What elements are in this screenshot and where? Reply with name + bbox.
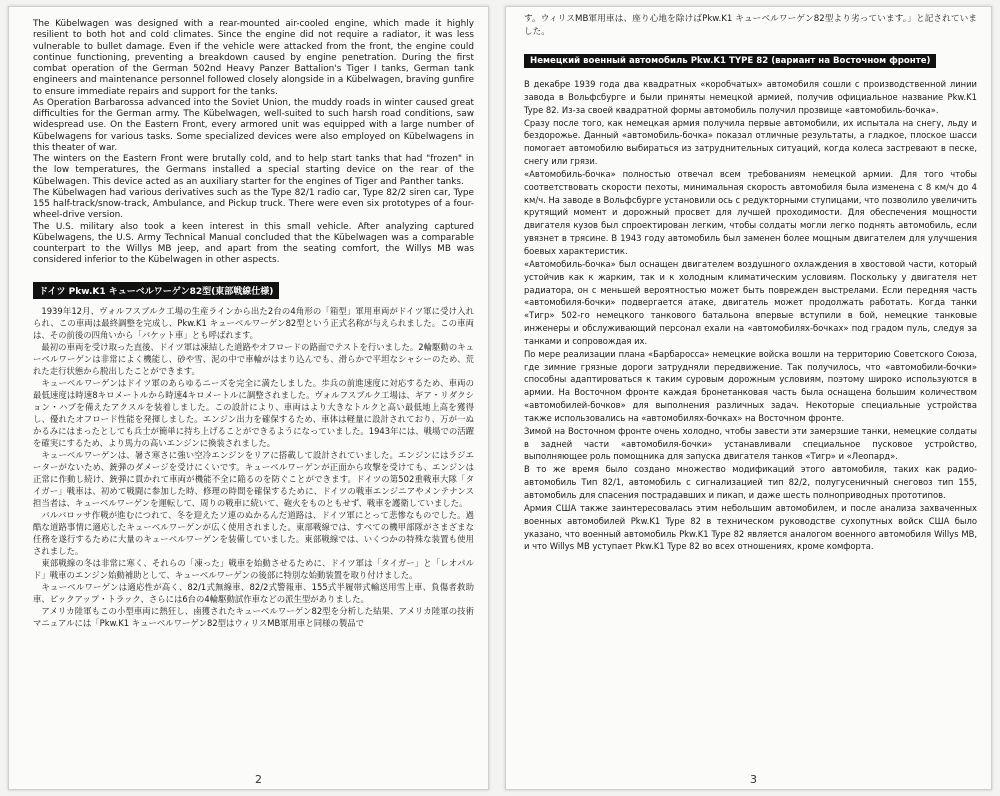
- russian-paragraph-2: Сразу после того, как немецкая армия получила первые автомобили, их испытала на снегу, льду и бездорожье. Данный «автомобиль-бочка» показал отличные результаты, а гладкое, плоское шасси помогает автомобилю выбираться из затруднительных ситуаций, когда колеса застревают в песке, снегу или грязи.: [524, 117, 977, 167]
- russian-paragraph-3: «Автомобиль-бочка» полностью отвечал всем требованиям немецкой армии. Для того чтобы соответствовать скорости пехоты, минимальная скорость автомобиля была изменена с 8 км/ч до 4 км/ч. На заводе в Вольфсбурге установили ось с редукторными ступицами, что позволило увеличить крутящий момент и дорожный просвет для лучшей проходимости. Для обеспечения мощности двигателя кузов был спроектирован легким, чтобы солдаты могли легко поднять автомобиль, если увязнет в трясине. В 1943 году автомобиль был заменен более мощным двигателем для улучшения боевых характеристик.: [524, 168, 977, 256]
- english-paragraph-4: The Kübelwagen had various derivatives such as the Type 82/1 radio car, Type 82/2 siren car, Type 155 half-track/snow-track, Ambulance, and Pickup truck. There were even six prototypes of a four-wheel-drive version.: [33, 187, 474, 221]
- russian-paragraph-7: В то же время было создано множество модификаций этого автомобиля, таких как радио-автомобиль Тип 82/1, автомобиль с сигнализацией тип 82/2, полугусеничный снеговоз тип 155, автомобиль для спасения пострадавших и пикап, и даже шесть полноприводных прототипов.: [524, 464, 977, 500]
- english-paragraph-1: The Kübelwagen was designed with a rear-mounted air-cooled engine, which made it highly resilient to both hot and cold climates. Since the engine did not require a radiator, it was less vulnerable to bullet damage. Even if the vehicle were attacked from the front, the engine could continue functioning, preventing a breakdown caused by engine penetration. During the first combat operation of the German 502nd Heavy Panzer Battalion's Tiger I tanks, German tank engineers and maintenance personnel followed closely alongside in a Kübelwagen, braving gunfire to ensure immediate repairs and support for the tanks.: [33, 19, 474, 97]
- russian-paragraph-1: В декабре 1939 года два квадратных «коробчатых» автомобиля сошли с производственной линии завода в Вольфсбурге и были приняты немецкой армией, получив официальное название Pkw.K1 Type 82. Из-за своей квадратной формы автомобиль получил прозвище «автомобиль-бочка».: [524, 79, 977, 115]
- japanese-section: [33, 305, 474, 629]
- japanese-paragraph-3: キューベルワーゲンはドイツ軍のあらゆるニーズを完全に満たしました。歩兵の前進速度に対応するため、車両の最低速度は時速8キロメートルから時速4キロメートルに調整されました。ヴォルフスブルク工場は、ギア・リダクション・ハブを備えたアクスルを装着しました。この設計により、車両はより大きなトルクと高い最低地上高を獲得し、優れたオフロード性能を発揮しました。エンジン出力を確保するため、車体は軽量に設計されており、万が一ぬかるみにはまったとしても兵士が簡単に持ち上げることができるようになっていました。1943年には、戦場での活躍を確実にするため、より馬力の高いエンジンに換装されました。: [33, 377, 474, 448]
- russian-paragraph-8: Армия США также заинтересовалась этим небольшим автомобилем, и после анализа захваченных военных автомобилей Pkw.K1 Type 82 в техническом руководстве сухопутных войск США было указано, что военный автомобиль Pkw.K1 Type 82 является аналогом военного автомобиля Willys MB, и что Willys MB уступает Pkw.K1 Type 82 во всех отношениях, кроме комфорта.: [524, 502, 977, 552]
- page-number-left: 2: [255, 773, 262, 786]
- russian-section-heading: Немецкий военный автомобиль Pkw.K1 TYPE 82 (вариант на Восточном фронте): [524, 54, 936, 68]
- japanese-section-heading: ドイツ Pkw.K1 キューベルワーゲン82型(東部戦線仕様): [33, 282, 279, 299]
- english-paragraph-3: The winters on the Eastern Front were brutally cold, and to help start tanks that had "frozen" in the low temperatures, the Germans installed a special starting device on the rear of the Kübelwagen. This device acted as an auxiliary starter for the engines of Tiger and Panther tanks.: [33, 154, 474, 187]
- japanese-paragraph-8: アメリカ陸軍もこの小型車両に熱狂し、鹵獲されたキューベルワーゲン82型を分析した結果、アメリカ陸軍の技術マニュアルには「Pkw.K1 キューベルワーゲン82型はウィリスMB軍用車と同様の製品で: [33, 605, 474, 628]
- russian-paragraph-5: По мере реализации плана «Барбаросса» немецкие войска вошли на территорию Советского Союза, где зимние грязные дороги затрудняли передвижение. Так получилось, что «автомобили-бочки» способны адаптироваться к таким суровым дорожным условиям, поэтому широко используются в армии. На Восточном фронте каждая бронетанковая часть была оснащена большим количеством «автомобилей-бочков» для выполнения различных задач. Некоторые специальные устройства также использовались на «автомобилях-бочках» на Восточном фронте.: [524, 348, 977, 423]
- english-paragraph-5: The U.S. military also took a keen interest in this small vehicle. After analyzing captured Kübelwagens, the U.S. Army Technical Manual concluded that the Kübelwagen was a comparable counterpart to the Willys MB jeep, and apart from the seating comfort, the Willys MB was considered inferior to the Kübelwagen in other aspects.: [33, 221, 474, 266]
- english-section: [33, 19, 474, 267]
- japanese-paragraph-4: キューベルワーゲンは、暑さ寒さに強い空冷エンジンをリアに搭載して設計されていました。エンジンにはラジエーターがないため、銃弾のダメージを受けにくいです。キューベルワーゲンが正面から攻撃を受けても、エンジンは正常に作動し続け、銃弾に貫かれて車両が機能不全に陥るのを防ぐことができます。ドイツの第502重戦車大隊「タイガー」戦車は、初めて戦闘に参加した時、修理の時間を確保するために、ドイツの戦車エンジニアやメンテナンス担当者は、キューベルワーゲンを運転して、周りの戦車に続いて、砲火をものともせず、戦車を護衛していました。: [33, 449, 474, 508]
- japanese-continuation: す。ウィリスMB軍用車は、座り心地を除けばPkw.K1 キューベルワーゲン82型より劣っています。」と記されていました。: [524, 14, 977, 37]
- english-paragraph-2: As Operation Barbarossa advanced into the Soviet Union, the muddy roads in winter caused great difficulties for the German army. The Kübelwagen, well-suited to such harsh road conditions, saw widespread use. On the Eastern Front, every armored unit was equipped with a large number of Kübelwagens for various tasks. Some specialized devices were also employed on Kübelwagens in this theater of war.: [33, 97, 474, 153]
- russian-paragraph-4: «Автомобиль-бочка» был оснащен двигателем воздушного охлаждения в хвостовой части, который устойчив как к жарким, так и к холодным климатическим условиям. Поскольку у двигателя нет радиатора, он с меньшей вероятностью может быть поврежден выстрелами. Если передняя часть «автомобиля-бочки» подвергается атаке, двигатель может продолжать работать. Когда танки «Тигр» 502-го немецкого танкового батальона впервые вступили в бой, немецкие танковые инженеры и обслуживающий персонал ехали на «автомобилях-бочках» под градом пуль, следуя за танками и сопровождая их.: [524, 258, 977, 346]
- russian-section: [524, 78, 977, 553]
- page-number-right: 3: [750, 773, 757, 786]
- right-page: [505, 6, 992, 790]
- japanese-paragraph-2: 最初の車両を受け取った直後、ドイツ軍は凍結した道路やオフロードの路面でテストを行いました。2輪駆動のキューベルワーゲンは非常によく機能し、砂や雪、泥の中で車輪がはまり込んでも、滑らかで平坦なシャシーのため、荒れた走行状態から脱出したことができます。: [33, 341, 474, 376]
- japanese-paragraph-5: バルバロッサ作戦が進むにつれて、冬を迎えたソ連のぬかるんだ道路は、ドイツ軍にとって悲惨なものでした。過酷な道路事情に適応したキューベルワーゲンが広く使用されました。東部戦線では、すべての機甲部隊がさまざまな任務を遂行するために大量のキューベルワーゲンを装備していました。東部戦線では、いくつかの特殊な装置も使用されました。: [33, 509, 474, 556]
- left-page: [8, 6, 489, 790]
- russian-paragraph-6: Зимой на Восточном фронте очень холодно, чтобы завести эти замерзшие танки, немецкие солдаты в задней части «автомобиля-бочки» устанавливали специальное пусковое устройство, выполняющее роль помощника для запуска двигателя танков «Тигр» и «Леопард».: [524, 425, 977, 462]
- japanese-paragraph-1: 1939年12月、ヴォルフスブルク工場の生産ラインから出た2台の4角形の「箱型」軍用車両がドイツ軍に受け入れられ、この車両は最終調整を完成し、Pkw.K1 キューベルワーゲン82型という正式名称が与えられました。この車両は、その前後の四角いから「バケット車」とも呼ばれます。: [33, 305, 474, 340]
- japanese-paragraph-6: 東部戦線の冬は非常に寒く、それらの「凍った」戦車を始動させるために、ドイツ軍は「タイガー」と「レオパルド」戦車のエンジン始動補助として、キューベルワーゲンの後部に特別な始動装置を取り付けました。: [33, 557, 474, 580]
- japanese-paragraph-7: キューベルワーゲンは適応性が高く、82/1式無線車、82/2式警報車、155式半履帯式輸送用雪上車、負傷者救助車、ピックアップ・トラック、さらには6台の4輪駆動試作車などの派生型がありました。: [33, 581, 474, 604]
